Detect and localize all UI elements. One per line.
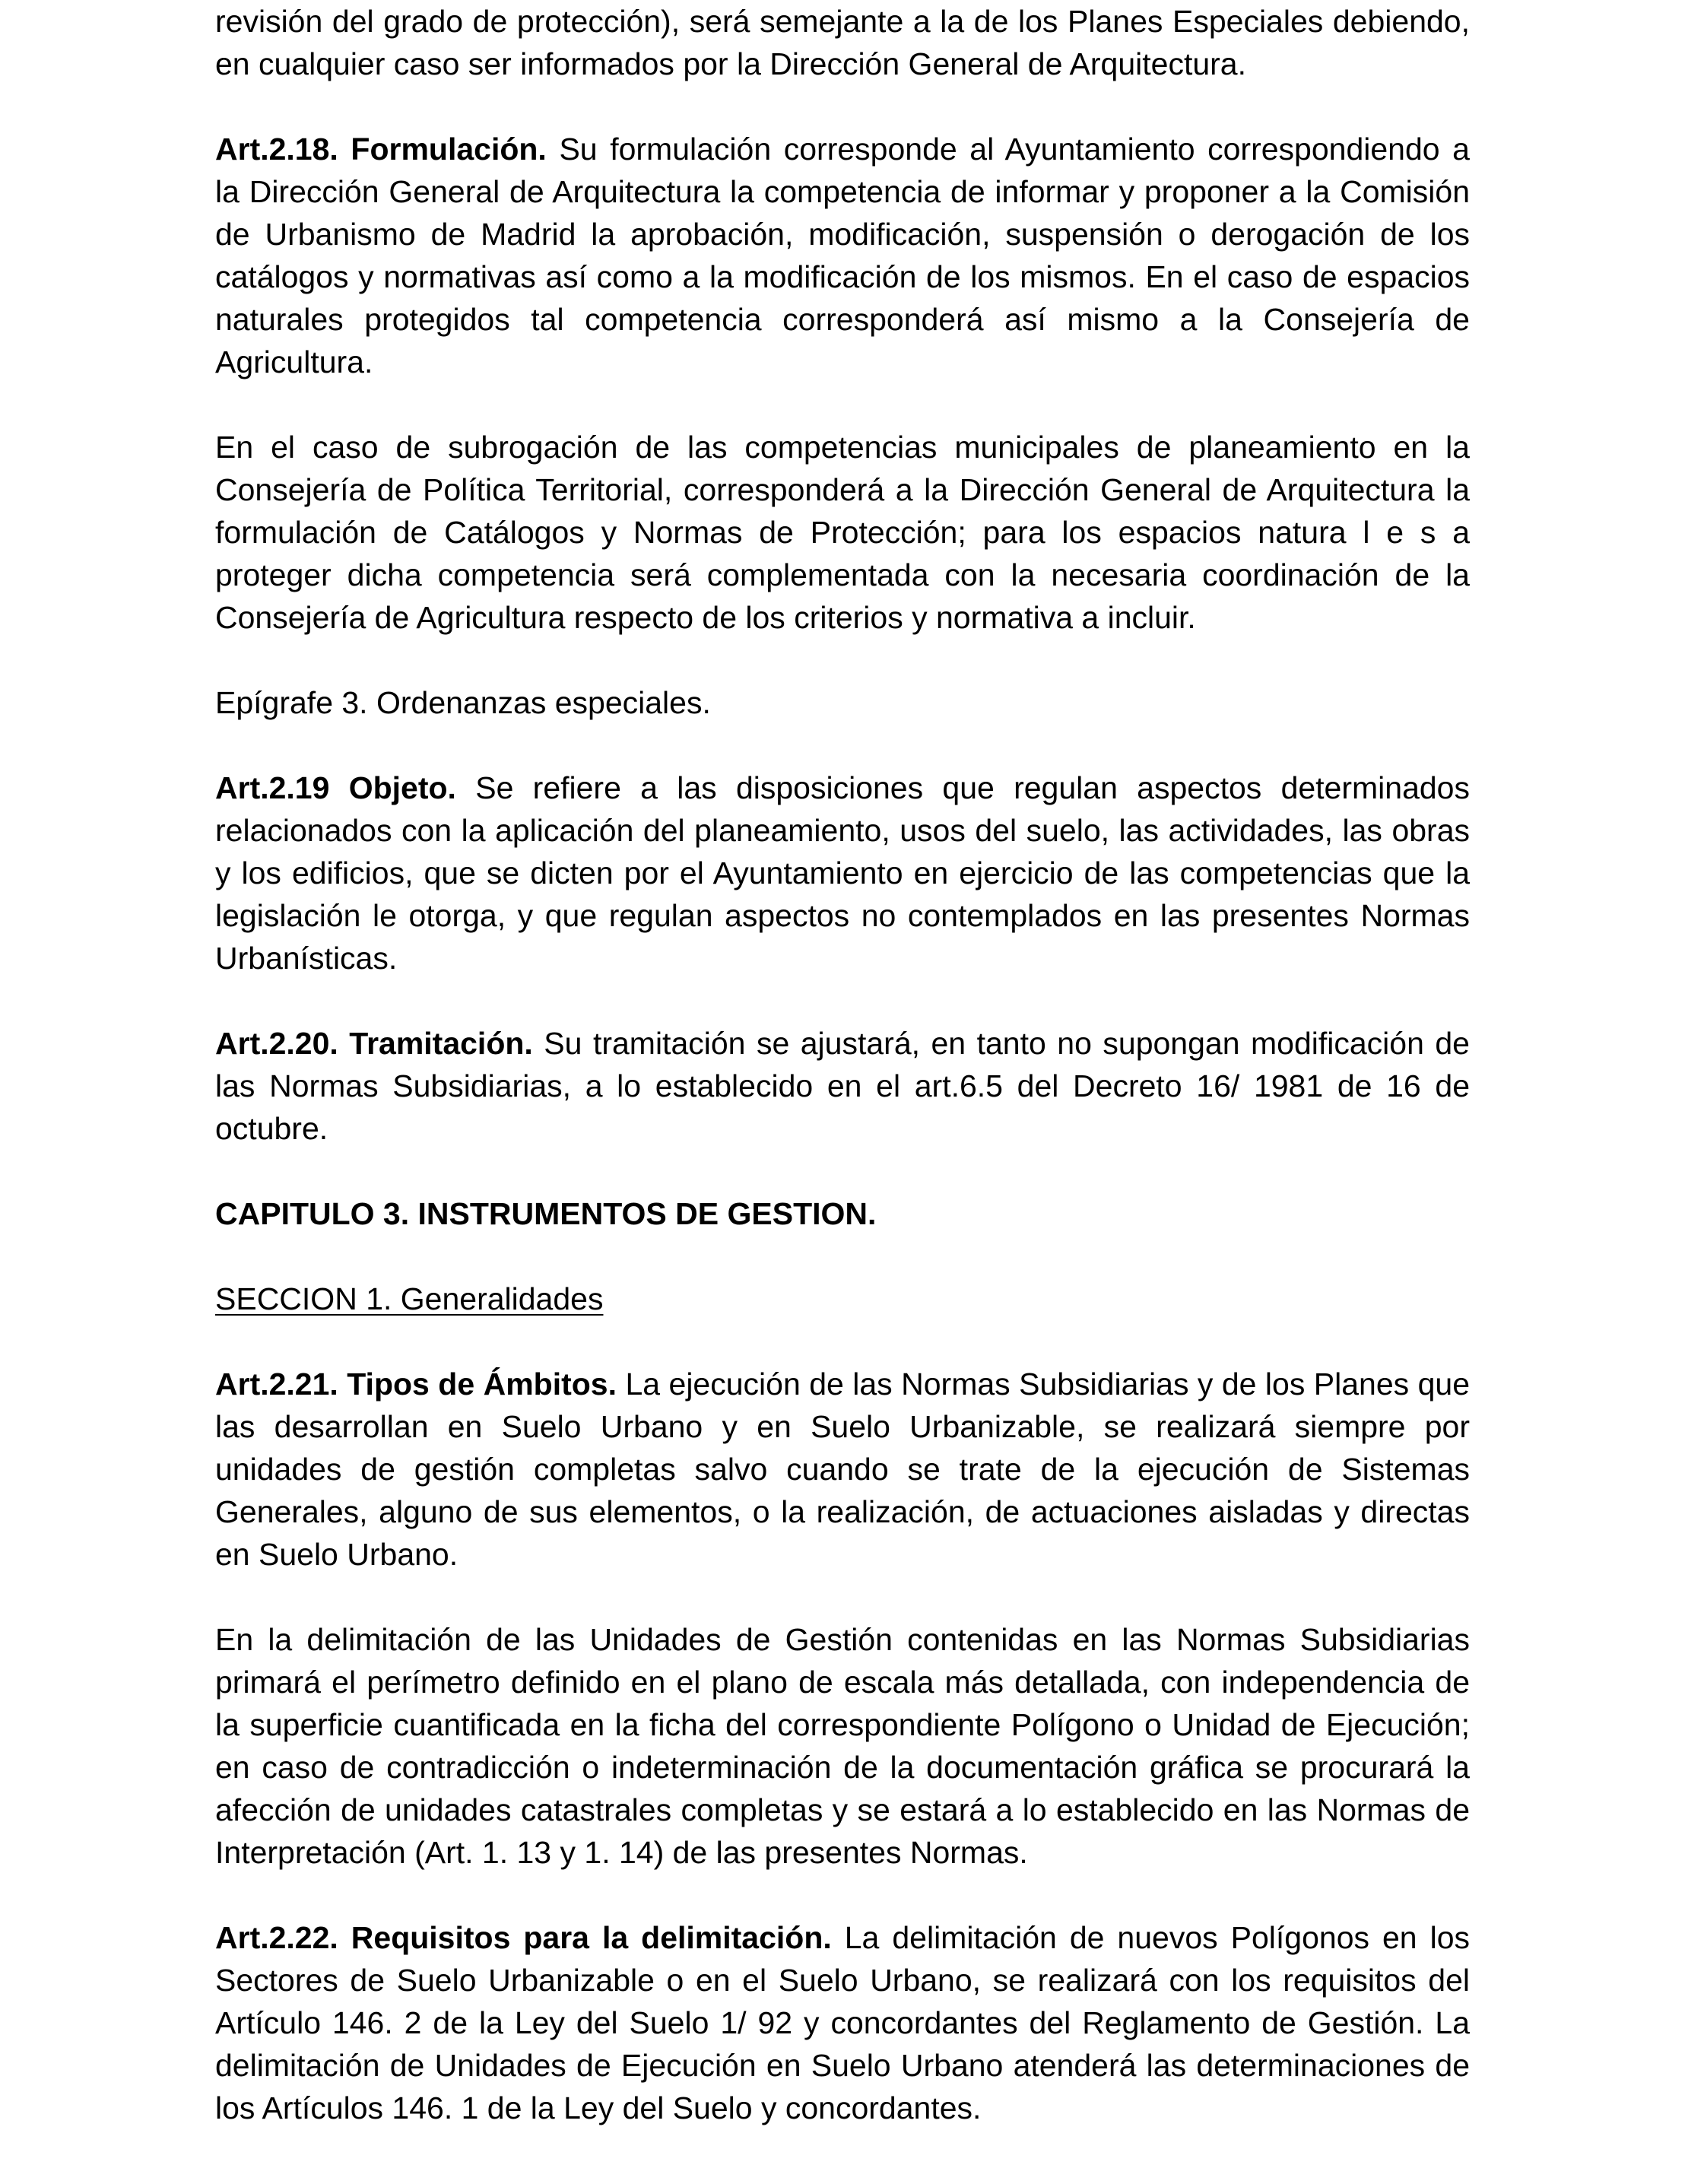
article-2-21-title: Art.2.21. Tipos de Ámbitos. xyxy=(215,1367,617,1402)
article-2-21 xyxy=(215,1363,1470,1576)
paragraph-revision xyxy=(215,0,1470,85)
article-2-20-title: Art.2.20. Tramitación. xyxy=(215,1026,533,1061)
article-2-19 xyxy=(215,767,1470,979)
capitulo-3-text: CAPITULO 3. INSTRUMENTOS DE GESTION. xyxy=(215,1196,877,1231)
seccion-1-heading xyxy=(215,1278,1470,1320)
article-2-22 xyxy=(215,1916,1470,2129)
paragraph-subrogacion xyxy=(215,426,1470,639)
epigrafe-3-heading xyxy=(215,681,1470,724)
article-2-20-text: Su tramitación se ajustará, en tanto no supongan modificación de las Normas Subsidiarias, a lo establecido en el art.6.5 del Decreto 16/ 1981 de 16 de octubre. xyxy=(215,1026,1470,1146)
document-page xyxy=(215,0,1470,2172)
article-2-18-title: Art.2.18. Formulación. xyxy=(215,132,547,167)
article-2-21-text: La ejecución de las Normas Subsidiarias y de los Planes que las desarrollan en Suelo Urbano y en Suelo Urbanizable, se realizará siempre por unidades de gestión completas salvo cuando se trate de la ejecución de Sistemas Generales, alguno de sus elementos, o la realización, de actuaciones aisladas y directas en Suelo Urbano. xyxy=(215,1367,1471,1572)
paragraph-revision-text: revisión del grado de protección), será semejante a la de los Planes Especiales debiendo, en cualquier caso ser informados por la Dirección General de Arquitectura. xyxy=(215,4,1470,81)
paragraph-subrogacion-text: En el caso de subrogación de las competencias municipales de planeamiento en la Consejería de Política Territorial, corresponderá a la Dirección General de Arquitectura la formulación de Catálogos y Normas de Protección; para los espacios natura l e s a proteger dicha competencia será complementada con la necesaria coordinación de la Consejería de Agricultura respecto de los criterios y normativa a incluir. xyxy=(215,430,1470,635)
article-2-19-text: Se refiere a las disposiciones que regulan aspectos determinados relacionados con la aplicación del planeamiento, usos del suelo, las actividades, las obras y los edificios, que se dicten por el Ayuntamiento en ejercicio de las competencias que la legislación le otorga, y que regulan aspectos no contemplados en las presentes Normas Urbanísticas. xyxy=(215,770,1470,976)
article-2-20 xyxy=(215,1022,1470,1150)
article-2-19-title: Art.2.19 Objeto. xyxy=(215,770,456,805)
article-2-18 xyxy=(215,128,1470,383)
article-2-22-text: La delimitación de nuevos Polígonos en los Sectores de Suelo Urbanizable o en el Suelo Urbano, se realizará con los requisitos del Artículo 146. 2 de la Ley del Suelo 1/ 92 y concordantes del Reglamento de Gestión. La delimitación de Unidades de Ejecución en Suelo Urbano atenderá las determinaciones de los Artículos 146. 1 de la Ley del Suelo y concordantes. xyxy=(215,1920,1470,2125)
capitulo-3-heading xyxy=(215,1192,1470,1235)
paragraph-delimitacion xyxy=(215,1618,1470,1874)
article-2-18-text: Su formulación corresponde al Ayuntamiento correspondiendo a la Dirección General de Arquitectura la competencia de informar y proponer a la Comisión de Urbanismo de Madrid la aprobación, modificación, suspensión o derogación de los catálogos y normativas así como a la modificación de los mismos. En el caso de espacios naturales protegidos tal competencia corresponderá así mismo a la Consejería de Agricultura. xyxy=(215,132,1470,379)
seccion-1-text: SECCION 1. Generalidades xyxy=(215,1281,604,1316)
article-2-22-title: Art.2.22. Requisitos para la delimitación. xyxy=(215,1920,832,1955)
paragraph-delimitacion-text: En la delimitación de las Unidades de Gestión contenidas en las Normas Subsidiarias primará el perímetro definido en el plano de escala más detallada, con independencia de la superficie cuantificada en la ficha del correspondiente Polígono o Unidad de Ejecución; en caso de contradicción o indeterminación de la documentación gráfica se procurará la afección de unidades catastrales completas y se estará a lo establecido en las Normas de Interpretación (Art. 1. 13 y 1. 14) de las presentes Normas. xyxy=(215,1622,1470,1870)
epigrafe-3-text: Epígrafe 3. Ordenanzas especiales. xyxy=(215,685,711,720)
